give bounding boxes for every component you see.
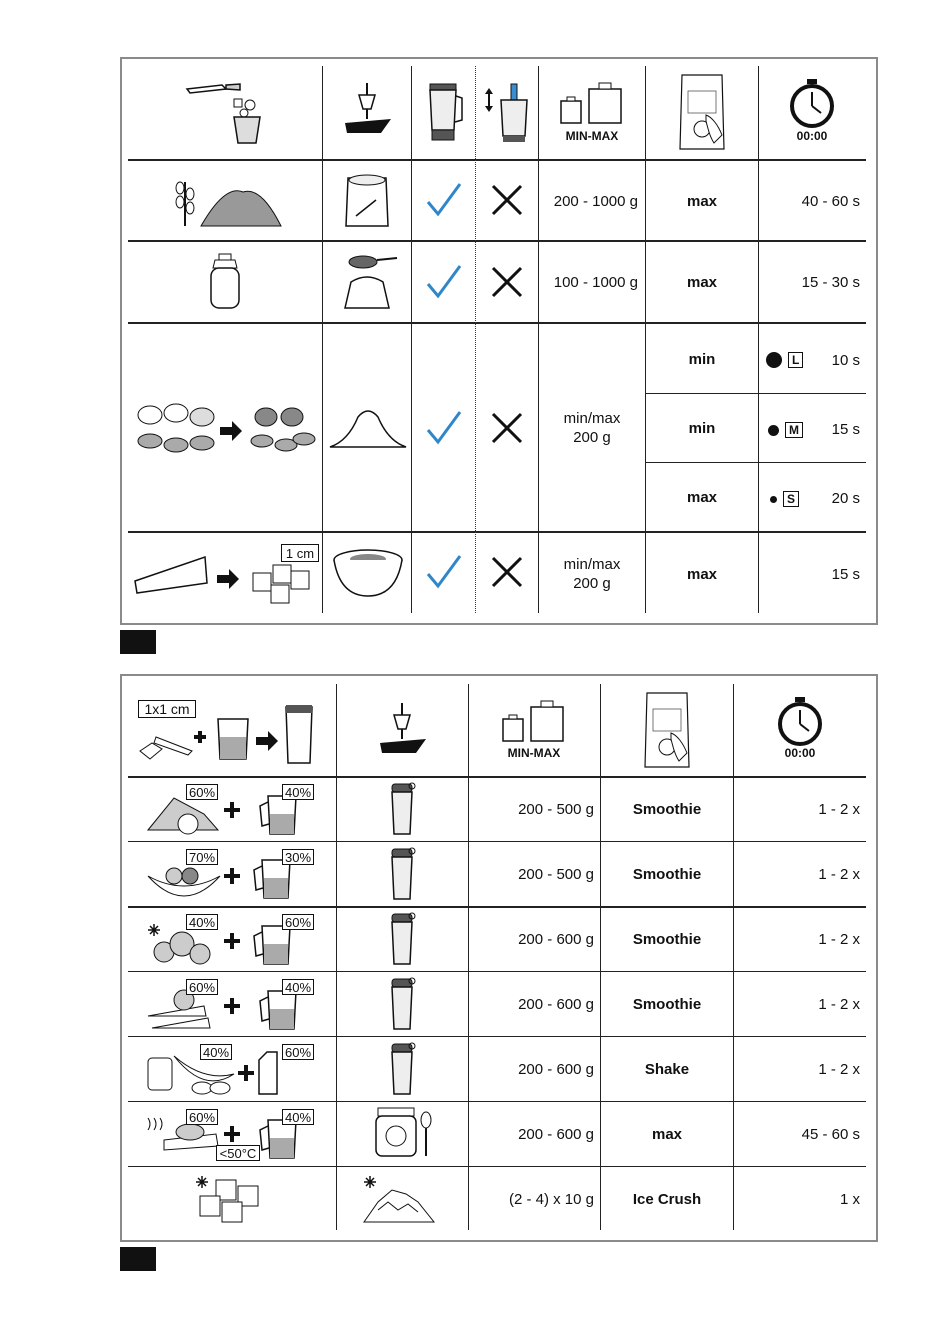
check-icon <box>416 542 472 602</box>
weights-icon <box>494 696 574 746</box>
cheese-to-cubes-icon <box>130 540 260 604</box>
weight-value: 200 - 500 g <box>518 866 594 883</box>
program-setting: max <box>651 1126 683 1143</box>
baby-food-jar-icon <box>372 1104 436 1160</box>
cross-icon <box>480 252 534 312</box>
check-icon <box>416 398 472 458</box>
repeat-count: 45 - 60 s <box>801 1126 860 1143</box>
plus-icon <box>222 800 242 820</box>
dot-medium-icon <box>768 425 779 436</box>
check-icon <box>416 170 472 230</box>
control-panel-icon <box>655 72 749 152</box>
knife-chopping-icon <box>180 76 270 148</box>
percent-label: 40% <box>282 1109 314 1125</box>
temperature-label: <50°C <box>216 1145 260 1161</box>
time-value: 15 - 30 s <box>801 274 860 291</box>
weight-value: 100 - 1000 g <box>553 274 638 291</box>
percent-label: 70% <box>186 849 218 865</box>
milk-carton-icon <box>254 1050 282 1096</box>
speed-setting: max <box>686 274 718 291</box>
time-value: 10 s <box>831 351 860 369</box>
grain-icon <box>140 168 310 232</box>
flour-bag-icon <box>330 168 404 232</box>
repeat-count: 1 - 2 x <box>818 866 860 883</box>
percent-label: 40% <box>200 1044 232 1060</box>
percent-label: 30% <box>282 849 314 865</box>
repeat-count: 1 x <box>839 1191 860 1208</box>
percent-label: 60% <box>186 784 218 800</box>
plus-icon <box>222 996 242 1016</box>
speed-setting: min <box>688 419 716 437</box>
percent-label: 60% <box>186 1109 218 1125</box>
cube-size-label: 1x1 cm <box>138 700 196 718</box>
weight-value: 200 - 600 g <box>518 996 594 1013</box>
repeat-count: 1 - 2 x <box>818 1061 860 1078</box>
weights-icon <box>546 78 638 128</box>
weight-value: 200 - 500 g <box>518 801 594 818</box>
weight-value: 200 - 600 g <box>518 1061 594 1078</box>
sieve-bowl-icon <box>370 696 434 768</box>
knife-jug-bottle-icon <box>136 700 332 766</box>
tamper-blender-icon <box>478 76 536 148</box>
plus-icon <box>222 931 242 951</box>
size-label: L <box>788 352 803 368</box>
percent-label: 60% <box>282 914 314 930</box>
liquid-jug-icon <box>252 924 296 966</box>
time-value: 15 s <box>831 565 860 583</box>
percent-label: 40% <box>282 784 314 800</box>
size-label: M <box>785 422 803 438</box>
blender-jug-icon <box>416 76 472 148</box>
stopwatch-icon <box>776 76 848 130</box>
speed-setting: max <box>686 192 718 210</box>
crushed-ice-icon <box>358 1172 442 1226</box>
grated-bowl-icon <box>328 540 408 604</box>
sugar-jar-icon <box>190 250 260 314</box>
timer-label: 00:00 <box>784 746 816 760</box>
cross-icon <box>480 398 534 458</box>
program-setting: Smoothie <box>632 801 702 818</box>
percent-label: 40% <box>282 979 314 995</box>
liquid-jug-icon <box>258 794 302 836</box>
cube-size-label: 1 cm <box>281 544 319 562</box>
timer-label: 00:00 <box>796 129 828 143</box>
time-value: 15 s <box>831 420 860 438</box>
check-icon <box>416 252 472 312</box>
bottle-icon <box>382 847 422 901</box>
percent-label: 60% <box>186 979 218 995</box>
percent-label: 40% <box>186 914 218 930</box>
size-label: S <box>783 491 799 507</box>
repeat-count: 1 - 2 x <box>818 801 860 818</box>
bottle-icon <box>382 1042 422 1096</box>
cubes-icon <box>246 560 318 606</box>
liquid-jug-icon <box>258 989 302 1031</box>
stopwatch-icon <box>764 694 836 748</box>
ice-cubes-icon <box>190 1172 270 1226</box>
weight-value: 200 - 600 g <box>518 931 594 948</box>
weight-range-label: MIN-MAX <box>565 129 619 143</box>
repeat-count: 1 - 2 x <box>818 931 860 948</box>
sieve-cake-icon <box>330 250 404 314</box>
bottle-icon <box>382 977 422 1031</box>
speed-setting: max <box>686 488 718 506</box>
time-value: 20 s <box>831 489 860 507</box>
figure-tag <box>120 630 156 654</box>
ground-powder-icon <box>326 396 410 456</box>
time-value: 40 - 60 s <box>801 192 860 210</box>
weight-range-label: MIN-MAX <box>507 746 561 760</box>
plus-icon <box>222 866 242 886</box>
speed-setting: max <box>686 565 718 583</box>
figure-tag <box>120 1247 156 1271</box>
weight-value: min/max 200 g <box>563 410 621 446</box>
bottle-icon <box>382 782 422 836</box>
dot-large-icon <box>766 352 782 368</box>
control-panel-icon <box>620 690 714 770</box>
cross-icon <box>480 170 534 230</box>
speed-setting: min <box>688 350 716 368</box>
cross-icon <box>480 542 534 602</box>
nuts-to-chopped-icon <box>130 395 320 465</box>
bottle-icon <box>382 912 422 966</box>
dot-small-icon <box>770 496 777 503</box>
program-setting: Smoothie <box>632 866 702 883</box>
plus-icon <box>222 1124 242 1144</box>
program-setting: Shake <box>644 1061 690 1078</box>
program-setting: Smoothie <box>632 996 702 1013</box>
weight-value: 200 - 1000 g <box>553 192 638 210</box>
plus-icon <box>236 1063 256 1083</box>
percent-label: 60% <box>282 1044 314 1060</box>
sieve-bowl-icon <box>330 76 404 148</box>
program-setting: Ice Crush <box>632 1191 702 1208</box>
weight-value: min/max 200 g <box>563 556 621 592</box>
program-setting: Smoothie <box>632 931 702 948</box>
weight-value: 200 - 600 g <box>518 1126 594 1143</box>
weight-value: (2 - 4) x 10 g <box>508 1191 594 1208</box>
repeat-count: 1 - 2 x <box>818 996 860 1013</box>
